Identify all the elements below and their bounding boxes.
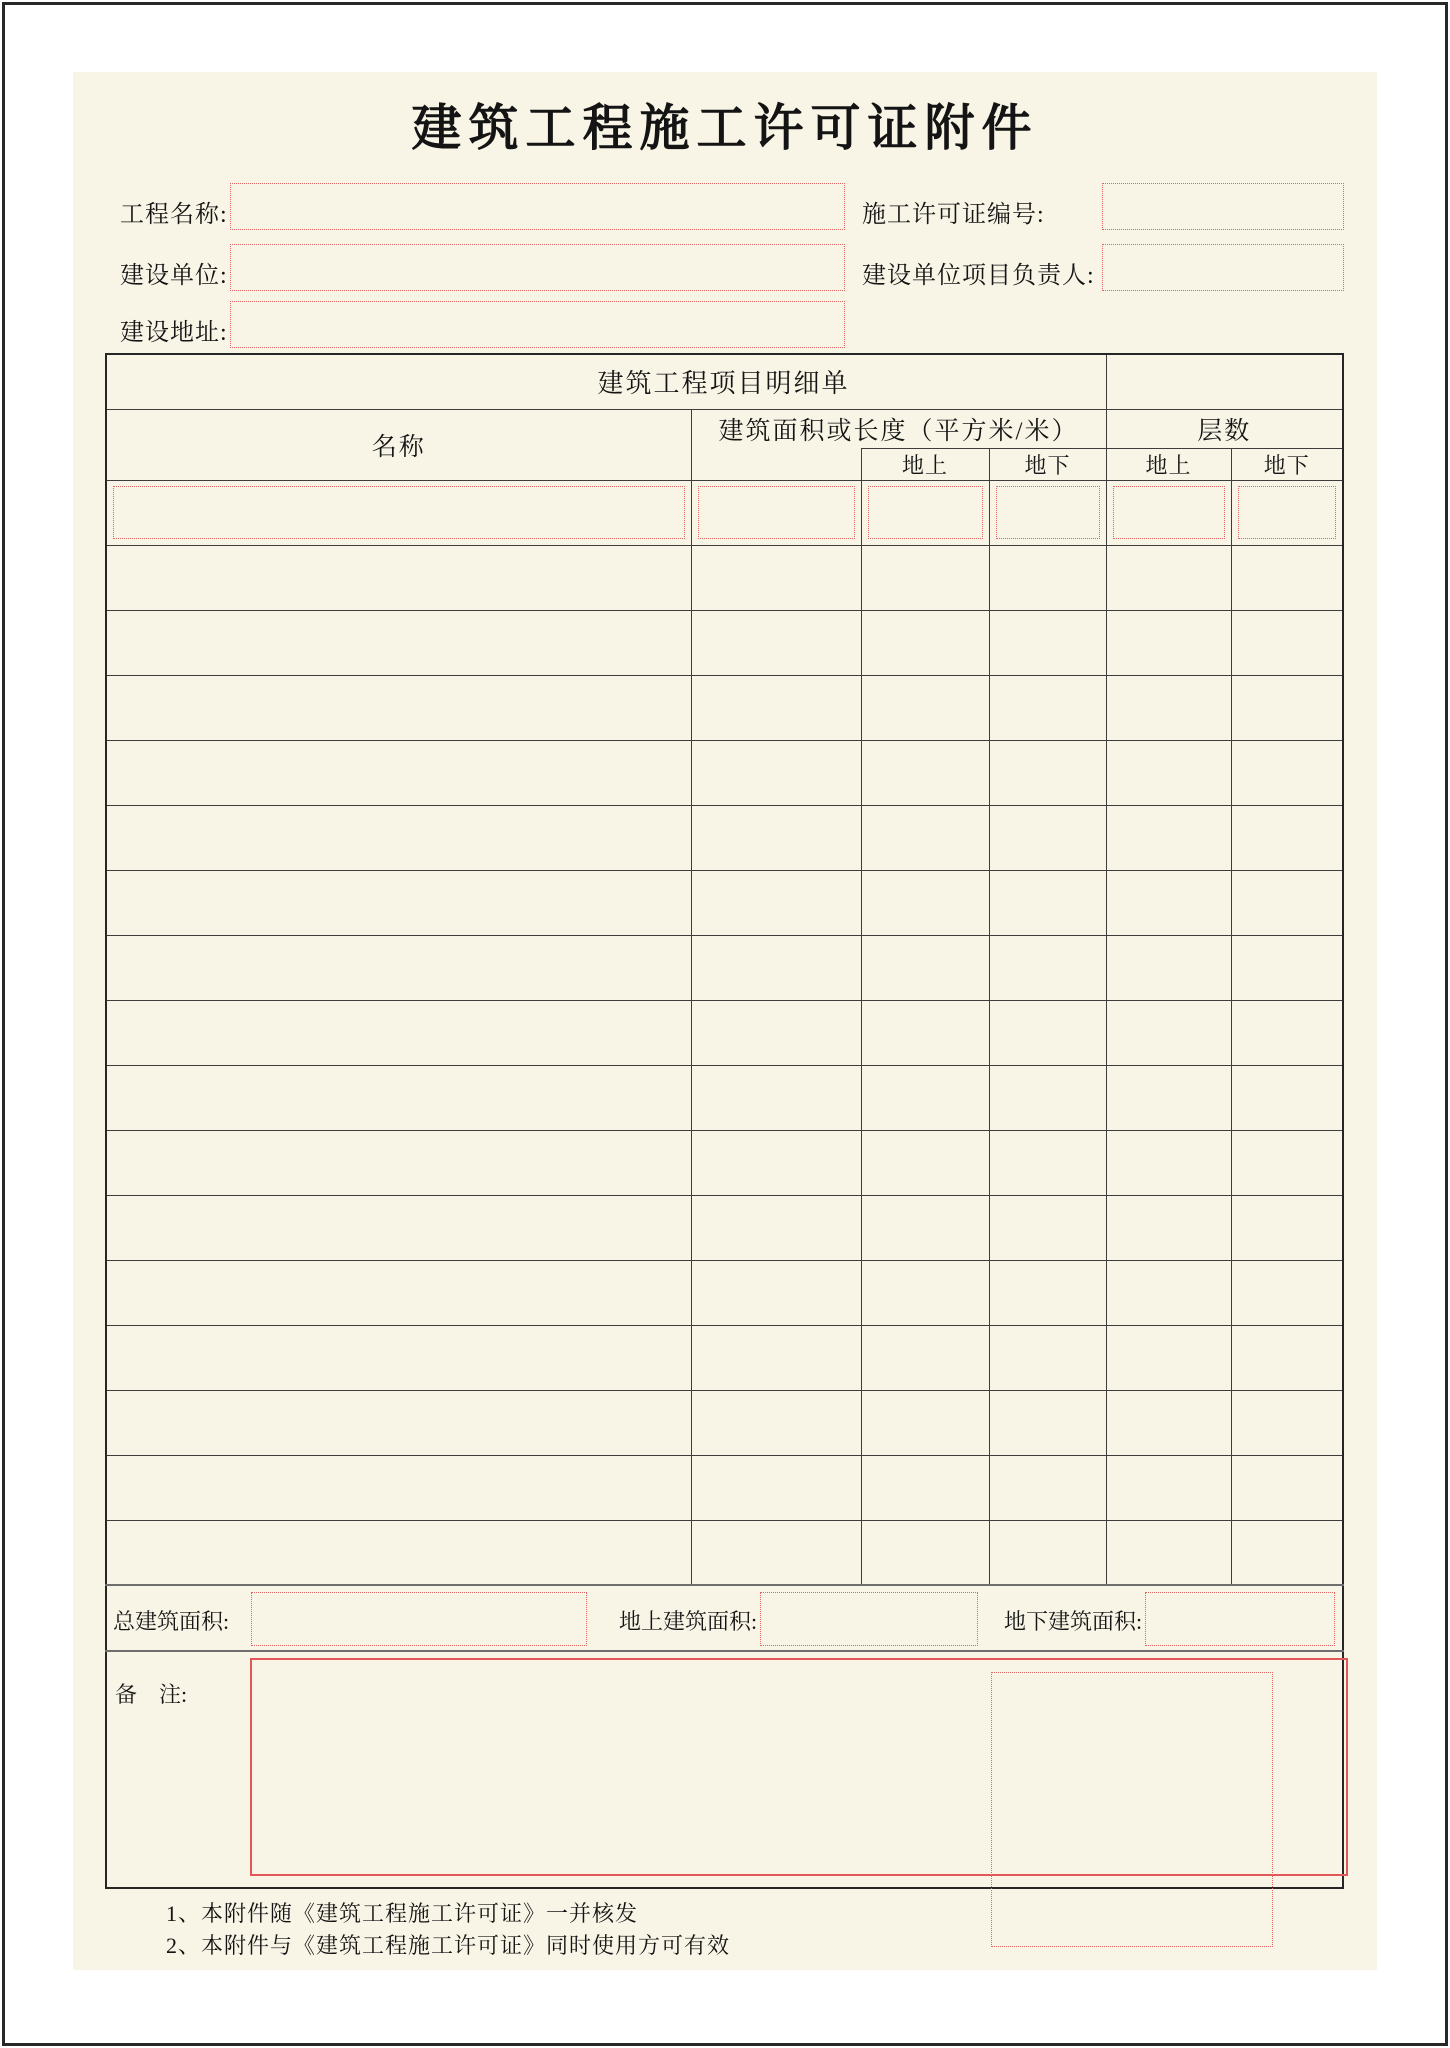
data-cell	[1231, 1000, 1343, 1065]
data-cell	[1106, 545, 1231, 610]
table-row	[106, 610, 1343, 675]
data-cell	[861, 675, 989, 740]
project-name-field[interactable]	[230, 183, 845, 230]
data-cell	[1106, 480, 1231, 545]
data-cell	[691, 675, 861, 740]
detail-table-grid	[105, 353, 1344, 1889]
data-cell	[106, 1520, 691, 1585]
section-title-row	[106, 354, 1343, 409]
section-title-left-cell	[106, 354, 1106, 409]
data-cell	[691, 480, 861, 545]
entry-slot-field[interactable]	[996, 486, 1100, 539]
detail-table	[105, 353, 1342, 1889]
data-cell	[989, 1000, 1106, 1065]
totals-row	[106, 1585, 1343, 1651]
table-row	[106, 1130, 1343, 1195]
below-area-field[interactable]	[1145, 1592, 1335, 1646]
entry-slot-field[interactable]	[113, 486, 685, 539]
data-cell	[106, 610, 691, 675]
total-area-label: 总建筑面积:	[113, 1609, 230, 1634]
table-row	[106, 1195, 1343, 1260]
data-cell	[861, 545, 989, 610]
table-row	[106, 1390, 1343, 1455]
data-cell	[989, 1390, 1106, 1455]
table-row	[106, 1065, 1343, 1130]
data-cell	[1231, 1390, 1343, 1455]
data-cell	[989, 1065, 1106, 1130]
data-cell	[1231, 740, 1343, 805]
data-cell	[1106, 805, 1231, 870]
area-below-ground-header: 地下	[989, 448, 1106, 480]
column-header-name: 名称	[106, 409, 691, 480]
data-cell	[1106, 610, 1231, 675]
data-cell	[1106, 1130, 1231, 1195]
data-cell	[861, 740, 989, 805]
data-cell	[861, 1520, 989, 1585]
data-cell	[106, 1130, 691, 1195]
footnote-2: 2、本附件与《建筑工程施工许可证》同时使用方可有效	[166, 1933, 731, 1958]
data-cell	[1231, 610, 1343, 675]
column-header-floors: 层数	[1106, 409, 1343, 448]
builder-label: 建设单位:	[120, 263, 228, 289]
floors-above-ground-header: 地上	[1106, 448, 1231, 480]
data-cell	[989, 1455, 1106, 1520]
data-cell	[691, 1130, 861, 1195]
data-cell	[1106, 1000, 1231, 1065]
data-cell	[106, 870, 691, 935]
data-cell	[861, 870, 989, 935]
data-cell	[691, 740, 861, 805]
data-cell	[691, 870, 861, 935]
table-row	[106, 545, 1343, 610]
data-cell	[1106, 870, 1231, 935]
data-cell	[1231, 480, 1343, 545]
table-row	[106, 675, 1343, 740]
data-cell	[989, 1260, 1106, 1325]
entry-slot-field[interactable]	[1238, 486, 1337, 539]
data-cell	[106, 740, 691, 805]
data-cell	[1231, 935, 1343, 1000]
table-row	[106, 740, 1343, 805]
data-cell	[861, 1000, 989, 1065]
table-row	[106, 1520, 1343, 1585]
table-row	[106, 1000, 1343, 1065]
data-cell	[691, 1520, 861, 1585]
data-cell	[691, 1390, 861, 1455]
data-cell	[1231, 1520, 1343, 1585]
data-cell	[989, 1520, 1106, 1585]
permit-number-label: 施工许可证编号:	[862, 202, 1045, 228]
data-cell	[989, 1130, 1106, 1195]
data-cell	[106, 1260, 691, 1325]
data-cell	[861, 1195, 989, 1260]
data-cell	[1106, 1065, 1231, 1130]
data-cell	[1231, 1325, 1343, 1390]
table-row	[106, 1260, 1343, 1325]
detail-table-body	[106, 354, 1343, 1888]
total-area-field[interactable]	[251, 1592, 587, 1646]
table-row	[106, 1325, 1343, 1390]
area-above-ground-header: 地上	[861, 448, 989, 480]
data-cell	[691, 1325, 861, 1390]
floors-below-ground-header: 地下	[1231, 448, 1343, 480]
table-row	[106, 480, 1343, 545]
data-cell	[106, 1325, 691, 1390]
data-cell	[861, 610, 989, 675]
data-cell	[1231, 1455, 1343, 1520]
data-cell	[106, 545, 691, 610]
data-cell	[1106, 1520, 1231, 1585]
data-cell	[1106, 675, 1231, 740]
data-cell	[691, 1260, 861, 1325]
data-cell	[106, 805, 691, 870]
page-title: 建筑工程施工许可证附件	[411, 100, 1039, 156]
data-cell	[691, 1065, 861, 1130]
data-cell	[106, 1195, 691, 1260]
data-cell	[861, 1130, 989, 1195]
remarks-label: 备 注:	[115, 1682, 188, 1707]
data-cell	[1231, 675, 1343, 740]
data-cell	[1106, 1260, 1231, 1325]
builder-field[interactable]	[230, 244, 845, 291]
data-cell	[861, 1325, 989, 1390]
data-cell	[861, 935, 989, 1000]
data-cell	[1106, 935, 1231, 1000]
data-cell	[861, 1390, 989, 1455]
data-cell	[691, 1455, 861, 1520]
data-cell	[989, 805, 1106, 870]
data-cell	[106, 1000, 691, 1065]
below-area-label: 地下建筑面积:	[1004, 1609, 1143, 1634]
entry-slot-field[interactable]	[868, 486, 983, 539]
data-cell	[1231, 1195, 1343, 1260]
table-row	[106, 805, 1343, 870]
data-cell	[861, 1455, 989, 1520]
data-cell	[691, 545, 861, 610]
data-cell	[861, 480, 989, 545]
data-cell	[989, 480, 1106, 545]
above-area-field[interactable]	[760, 1592, 978, 1646]
data-cell	[1106, 1325, 1231, 1390]
table-row	[106, 1455, 1343, 1520]
data-cell	[691, 610, 861, 675]
data-cell	[106, 1065, 691, 1130]
data-cell	[861, 1065, 989, 1130]
paper	[73, 72, 1377, 1970]
builder-manager-label: 建设单位项目负责人:	[862, 263, 1095, 289]
address-field[interactable]	[230, 301, 845, 348]
header-row-main	[106, 409, 1343, 448]
data-cell	[1106, 1195, 1231, 1260]
entry-slot-field[interactable]	[698, 486, 855, 539]
data-cell	[989, 740, 1106, 805]
table-row	[106, 870, 1343, 935]
data-cell	[989, 935, 1106, 1000]
footnotes	[166, 1898, 730, 1962]
data-cell	[1231, 1065, 1343, 1130]
data-cell	[1231, 805, 1343, 870]
address-label: 建设地址:	[120, 320, 228, 346]
detail-table-title: 建筑工程项目明细单	[597, 369, 850, 398]
stamp-area-field[interactable]	[991, 1672, 1273, 1947]
data-cell	[106, 935, 691, 1000]
data-cell	[989, 545, 1106, 610]
data-cell	[691, 805, 861, 870]
data-cell	[106, 1390, 691, 1455]
builder-manager-field[interactable]	[1102, 244, 1344, 291]
data-cell	[989, 1195, 1106, 1260]
above-area-label: 地上建筑面积:	[619, 1609, 758, 1634]
data-cell	[1231, 1130, 1343, 1195]
data-cell	[989, 610, 1106, 675]
data-cell	[691, 1000, 861, 1065]
data-cell	[691, 1195, 861, 1260]
data-cell	[989, 1325, 1106, 1390]
data-cell	[861, 1260, 989, 1325]
data-cell	[1231, 1260, 1343, 1325]
project-name-label: 工程名称:	[120, 202, 228, 228]
data-cell	[1106, 1455, 1231, 1520]
data-cell	[989, 870, 1106, 935]
data-cell	[989, 675, 1106, 740]
data-cell	[106, 675, 691, 740]
data-cell	[106, 480, 691, 545]
data-cell	[1231, 545, 1343, 610]
column-header-area: 建筑面积或长度（平方米/米）	[691, 409, 1106, 448]
footnote-1: 1、本附件随《建筑工程施工许可证》一并核发	[166, 1901, 639, 1926]
permit-number-field[interactable]	[1102, 183, 1344, 230]
section-title-right-cell	[1106, 354, 1343, 409]
data-cell	[106, 1455, 691, 1520]
entry-slot-field[interactable]	[1113, 486, 1225, 539]
area-unlabeled-subcell	[691, 448, 861, 480]
data-cell	[861, 805, 989, 870]
table-row	[106, 935, 1343, 1000]
data-cell	[691, 935, 861, 1000]
data-cell	[1106, 740, 1231, 805]
data-cell	[1231, 870, 1343, 935]
data-cell	[1106, 1390, 1231, 1455]
